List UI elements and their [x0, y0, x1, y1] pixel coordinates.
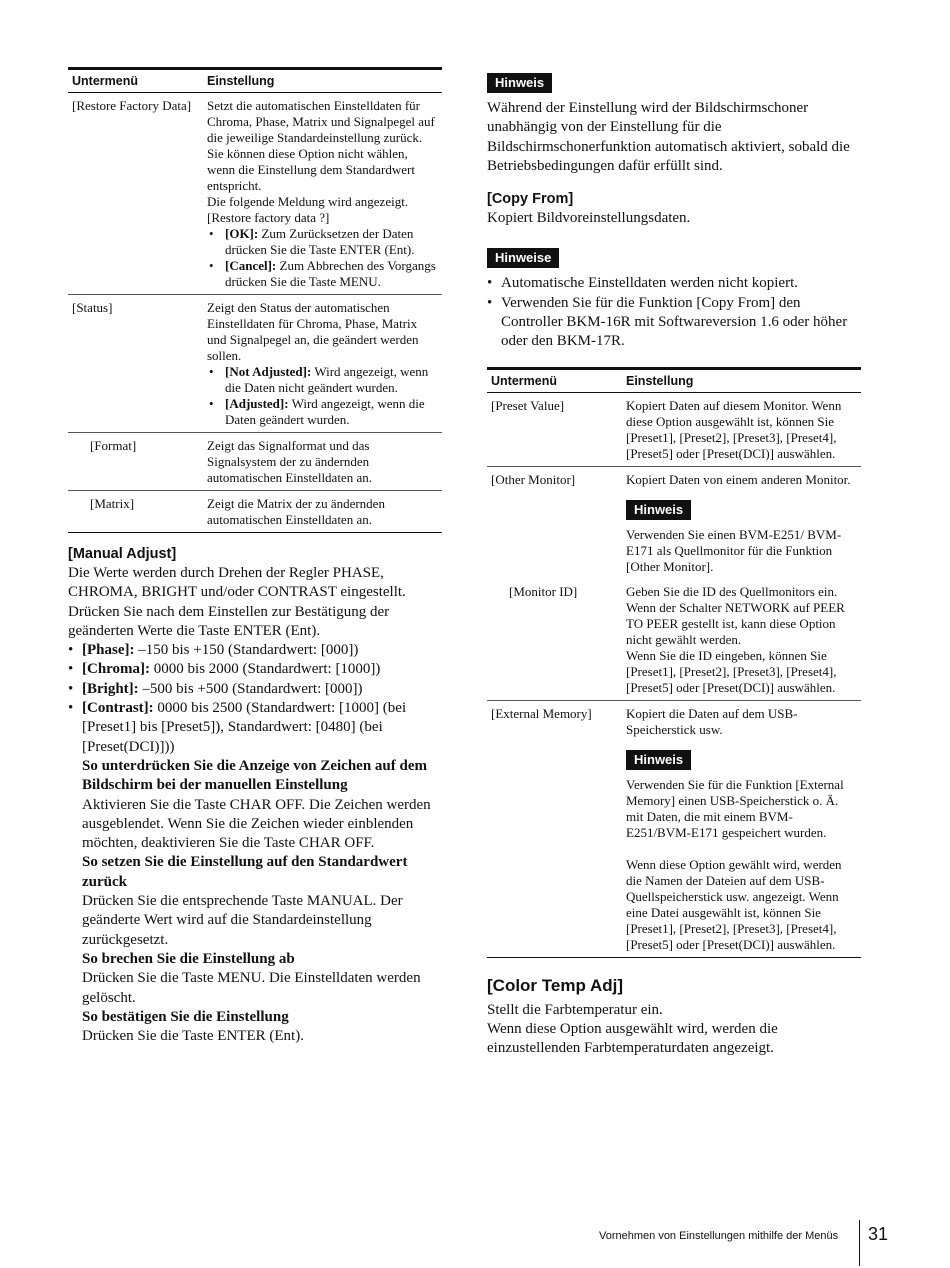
note-badge: Hinweis: [626, 750, 691, 770]
row-setting-format: Zeigt das Signalformat und das Signalsystem der zu ändernden automatischen Einstelldaten an.: [203, 433, 442, 491]
table-header-submenu: Untermenü: [487, 370, 622, 393]
color-temp-section: [487, 975, 861, 1059]
bullet-text: Wird angezeigt, wenn die Daten geändert wurden.: [225, 396, 425, 427]
text-line: Geben Sie die ID des Quellmonitors ein.: [626, 583, 838, 599]
sub-heading: So unterdrücken Sie die Anzeige von Zeichen auf dem Bildschirm bei der manuellen Einstellung: [82, 757, 428, 794]
notes-badge: Hinweise: [487, 248, 559, 268]
text-line: Kopiert die Daten auf dem USB-Speicherstick usw.: [626, 705, 798, 737]
bullet-text: Zum Abbrechen des Vorgangs drücken Sie die Taste MENU.: [225, 258, 436, 289]
note-text: Während der Einstellung wird der Bildschirmschoner unabhängig von der Einstellung für die Bildschirmschonerfunktion automatisch aktiviert, sobald die Betriebsbedingungen dafür erfüllt sind.: [487, 100, 850, 174]
table-row: [487, 392, 861, 466]
bullet-text: 0000 bis 2000 (Standardwert: [1000]): [150, 661, 381, 678]
bullet-term: [Adjusted]:: [225, 396, 289, 411]
table-row: [68, 93, 442, 295]
table-header-setting: Einstellung: [203, 70, 442, 93]
table-header-submenu: Untermenü: [68, 70, 203, 93]
color-temp-line: Wenn diese Option ausgewählt wird, werden die einzustellenden Farbtemperaturdaten angezeigt.: [487, 1020, 778, 1057]
table-row: [487, 466, 861, 579]
row-setting-monitor-id: [622, 579, 861, 701]
list-item: [68, 641, 442, 660]
list-item: [207, 226, 438, 258]
bullet-term: [Not Adjusted]:: [225, 364, 312, 379]
list-item: [68, 699, 442, 757]
bullet-text: –500 bis +500 (Standardwert: [000]): [138, 680, 363, 697]
text-line: Zeigt den Status der automatischen Einstelldaten für Chroma, Phase, Matrix und Signalpegel an, die geändert werden sollen.: [207, 300, 419, 363]
table-row: [68, 433, 442, 491]
list-item: [68, 680, 442, 699]
bullet-term: [Phase]:: [82, 642, 135, 659]
bullet-text: Zum Zurücksetzen der Daten drücken Sie die Taste ENTER (Ent).: [225, 226, 415, 257]
color-temp-heading: [Color Temp Adj]: [487, 975, 623, 995]
bullet-term: [Chroma]:: [82, 661, 151, 678]
row-menu-matrix: [Matrix]: [68, 491, 203, 533]
list-item: [68, 660, 442, 679]
row-menu-restore: [Restore Factory Data]: [68, 93, 203, 295]
note-badge: Hinweis: [487, 73, 552, 93]
table-row: [487, 700, 861, 957]
notes-copy-from: [487, 248, 861, 351]
copy-from-heading: [Copy From]: [487, 191, 574, 208]
row-setting-external-memory: [622, 700, 861, 957]
row-menu-status: [Status]: [68, 295, 203, 433]
manual-adjust-section: [68, 545, 442, 1046]
table-row: [68, 295, 442, 433]
row-setting-status: [203, 295, 442, 433]
sub-text: Aktivieren Sie die Taste CHAR OFF. Die Zeichen werden ausgeblendet. Wenn Sie die Zeichen wieder einblenden möchten, deaktivieren Sie die Taste CHAR OFF.: [82, 796, 431, 852]
row-menu-other-monitor: [Other Monitor]: [491, 471, 576, 487]
text-line: Wenn diese Option gewählt wird, werden die Namen der Dateien auf dem USB-Quellspeicherstick usw. angezeigt. Wenn eine Datei ausgewählt ist, können Sie [Preset1], [Preset2], [Preset3], [Preset4], [Preset5] oder [Preset(DCI)] auswählen.: [626, 856, 842, 952]
text-line: Die folgende Meldung wird angezeigt.: [207, 194, 409, 209]
list-item: [207, 396, 438, 428]
bullet-term: [Cancel]:: [225, 258, 277, 273]
table-row: [68, 491, 442, 533]
note-screensaver: [487, 73, 861, 176]
text-line: Wenn Sie die ID eingeben, können Sie [Preset1], [Preset2], [Preset3], [Preset4], [Preset5] oder [Preset(DCI)] auswählen.: [626, 647, 837, 695]
table-header-setting: Einstellung: [622, 370, 861, 393]
row-setting-matrix: Zeigt die Matrix der zu ändernden automatischen Einstelldaten an.: [203, 491, 442, 533]
submenu-table-right: [487, 367, 861, 958]
row-menu-preset-value: [Preset Value]: [487, 392, 622, 466]
row-menu-external-memory: [External Memory]: [487, 700, 622, 957]
bullet-term: [OK]:: [225, 226, 259, 241]
footer-section-title: Vornehmen von Einstellungen mithilfe der Menüs: [599, 1230, 839, 1242]
text-line: [Restore factory data ?]: [207, 210, 330, 225]
sub-text: Drücken Sie die Taste ENTER (Ent).: [82, 1028, 304, 1045]
row-setting-preset-value: Kopiert Daten auf diesem Monitor. Wenn diese Option ausgewählt ist, können Sie [Preset1], [Preset2], [Preset3], [Preset4], [Preset5] oder [Preset(DCI)] auswählen.: [622, 392, 861, 466]
note-text: Verwenden Sie einen BVM-E251/ BVM-E171 als Quellmonitor für die Funktion [Other Monitor].: [626, 526, 842, 574]
manual-adjust-intro: Die Werte werden durch Drehen der Regler PHASE, CHROMA, BRIGHT und/oder CONTRAST eingestellt. Drücken Sie nach dem Einstellen zur Bestätigung der geänderten Werte die Taste ENTER (Ent).: [68, 565, 406, 639]
copy-from-section: [487, 190, 861, 228]
bullet-text: Wird angezeigt, wenn die Daten nicht geändert wurden.: [225, 364, 429, 395]
text-line: Sie können diese Option nicht wählen, wenn die Einstellung dem Standardwert entspricht.: [207, 146, 415, 193]
list-item: [207, 364, 438, 396]
sub-heading: So bestätigen Sie die Einstellung: [82, 1008, 289, 1025]
manual-adjust-heading: [Manual Adjust]: [68, 546, 177, 562]
list-item: [207, 258, 438, 290]
submenu-table-left: [68, 67, 442, 533]
sub-heading: So setzen Sie die Einstellung auf den Standardwert zurück: [82, 854, 408, 890]
sub-text: Drücken Sie die entsprechende Taste MANUAL. Der geänderte Wert wird auf die Standardeinstellung zurückgesetzt.: [82, 893, 403, 948]
note-badge: Hinweis: [626, 500, 691, 520]
bullet-term: [Contrast]:: [82, 700, 154, 717]
bullet-text: 0000 bis 2500 (Standardwert: [1000] (bei [Preset1] bis [Preset5]), Standardwert: [0480] (bei [Preset(DCI)])): [82, 700, 407, 755]
sub-heading: So brechen Sie die Einstellung ab: [82, 950, 295, 967]
row-setting-other-monitor: [622, 466, 861, 579]
copy-from-text: Kopiert Bildvoreinstellungsdaten.: [487, 210, 691, 227]
color-temp-line: Stellt die Farbtemperatur ein.: [487, 1001, 663, 1018]
note-text: Verwenden Sie für die Funktion [External Memory] einen USB-Speicherstick o. Ä. mit Daten, die mit einem BVM-E251/BVM-E171 gespeichert wurden.: [626, 776, 844, 840]
bullet-term: [Bright]:: [82, 680, 139, 697]
bullet-text: –150 bis +150 (Standardwert: [000]): [134, 642, 359, 659]
left-column: [68, 0, 442, 1046]
page-number: 31: [868, 1224, 889, 1244]
table-row: [487, 579, 861, 701]
footer-divider: [859, 1220, 860, 1266]
list-item: • Verwenden Sie für die Funktion [Copy From] den Controller BKM-16R mit Softwareversion 1.6 oder höher oder den BKM-17R.: [487, 294, 861, 352]
row-menu-monitor-id: [Monitor ID]: [487, 579, 622, 701]
right-column: [487, 0, 861, 1059]
row-setting-restore: [203, 93, 442, 295]
text-line: Setzt die automatischen Einstelldaten für Chroma, Phase, Matrix und Signalpegel auf die jeweilige Standardeinstellung zurück.: [207, 98, 435, 145]
text-line: Wenn der Schalter NETWORK auf PEER TO PEER gestellt ist, kann diese Option nicht gewählt werden.: [626, 599, 845, 647]
list-item: • Automatische Einstelldaten werden nicht kopiert.: [487, 274, 861, 293]
row-menu-format: [Format]: [68, 433, 203, 491]
sub-text: Drücken Sie die Taste MENU. Die Einstelldaten werden gelöscht.: [82, 970, 421, 1006]
text-line: Kopiert Daten von einem anderen Monitor.: [626, 471, 851, 487]
